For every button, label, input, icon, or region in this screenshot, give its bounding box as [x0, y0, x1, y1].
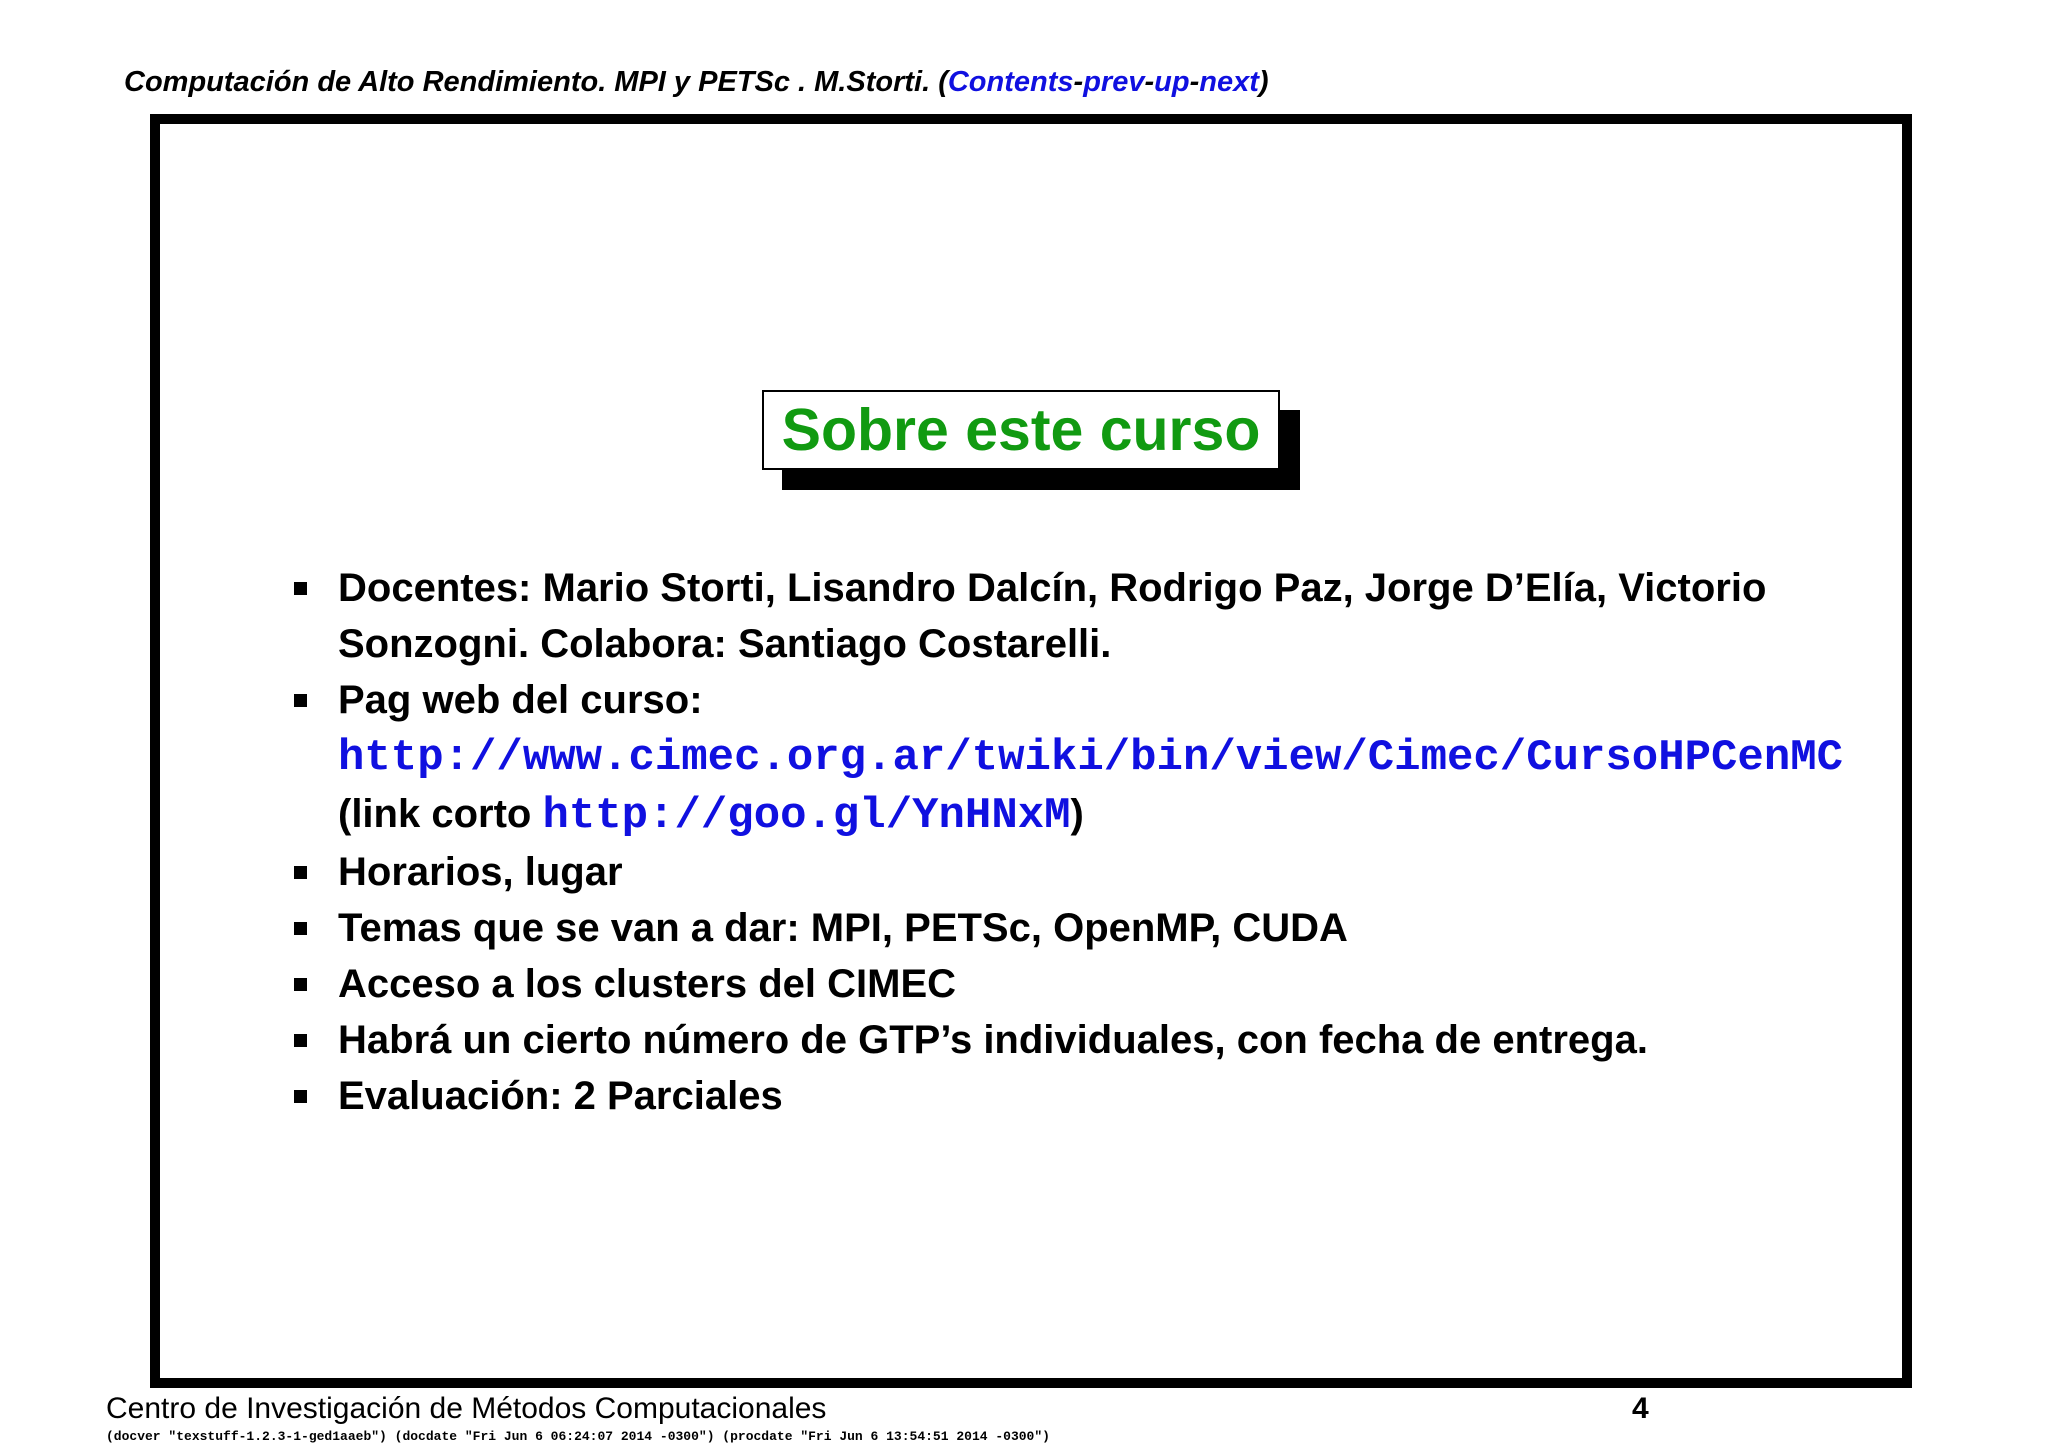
nav-separator: - [1073, 66, 1084, 98]
bullet-horarios [292, 844, 1772, 900]
bullet-docentes [292, 560, 1772, 672]
slide-title-box [762, 390, 1280, 470]
header-title: Computación de Alto Rendimiento. MPI y PETSc . M.Storti. ( [124, 66, 948, 98]
doc-metadata-line: (docver "texstuff-1.2.3-1-ged1aaeb") (docdate "Fri Jun 6 06:24:07 2014 -0300") (procdate "Fri Jun 6 13:54:51 2014 -0300") [106, 1429, 1050, 1444]
bullet-evaluacion [292, 1068, 1772, 1124]
header-close-paren: ) [1258, 66, 1269, 98]
bullet-text: Pag web del curso: [338, 678, 703, 722]
bullet-text: Evaluación: 2 Parciales [338, 1074, 783, 1118]
bullet-text: Temas que se van a dar: MPI, PETSc, OpenMP, CUDA [338, 906, 1348, 950]
running-header [124, 66, 1269, 99]
bullet-list [292, 560, 1844, 1124]
bullet-text: Habrá un cierto número de GTP’s individuales, con fecha de entrega. [338, 1018, 1648, 1062]
nav-prev-link[interactable]: prev [1083, 66, 1145, 98]
nav-separator: - [1144, 66, 1155, 98]
square-bullet-icon [294, 582, 307, 595]
bullet-text: ) [1070, 792, 1084, 836]
nav-contents-link[interactable]: Contents [947, 66, 1074, 98]
bullet-text: Docentes: Mario Storti, Lisandro Dalcín, Rodrigo Paz, Jorge D’Elía, Victorio Sonzogni. Colabora: Santiago Costarelli. [338, 566, 1767, 666]
square-bullet-icon [294, 1034, 307, 1047]
course-web-link[interactable]: http://www.cimec.org.ar/twiki/bin/view/Cimec/CursoHPCenMC [338, 733, 1844, 783]
bullet-acceso [292, 956, 1772, 1012]
bullet-text: Horarios, lugar [338, 850, 623, 894]
bullet-gtp [292, 1012, 1772, 1068]
footer-institution: Centro de Investigación de Métodos Computacionales [106, 1392, 827, 1425]
short-link[interactable]: http://goo.gl/YnHNxM [542, 791, 1071, 841]
square-bullet-icon [294, 866, 307, 879]
bullet-text: Acceso a los clusters del CIMEC [338, 962, 957, 1006]
bullet-text: (link corto [338, 792, 543, 836]
square-bullet-icon [294, 978, 307, 991]
square-bullet-icon [294, 694, 307, 707]
bullet-temas [292, 900, 1772, 956]
slide-title: Sobre este curso [781, 396, 1261, 463]
nav-separator: - [1189, 66, 1200, 98]
nav-up-link[interactable]: up [1154, 66, 1190, 98]
page-number: 4 [1632, 1392, 1649, 1425]
square-bullet-icon [294, 922, 307, 935]
bullet-pagina-web [292, 672, 1844, 844]
nav-next-link[interactable]: next [1199, 66, 1259, 98]
square-bullet-icon [294, 1090, 307, 1103]
